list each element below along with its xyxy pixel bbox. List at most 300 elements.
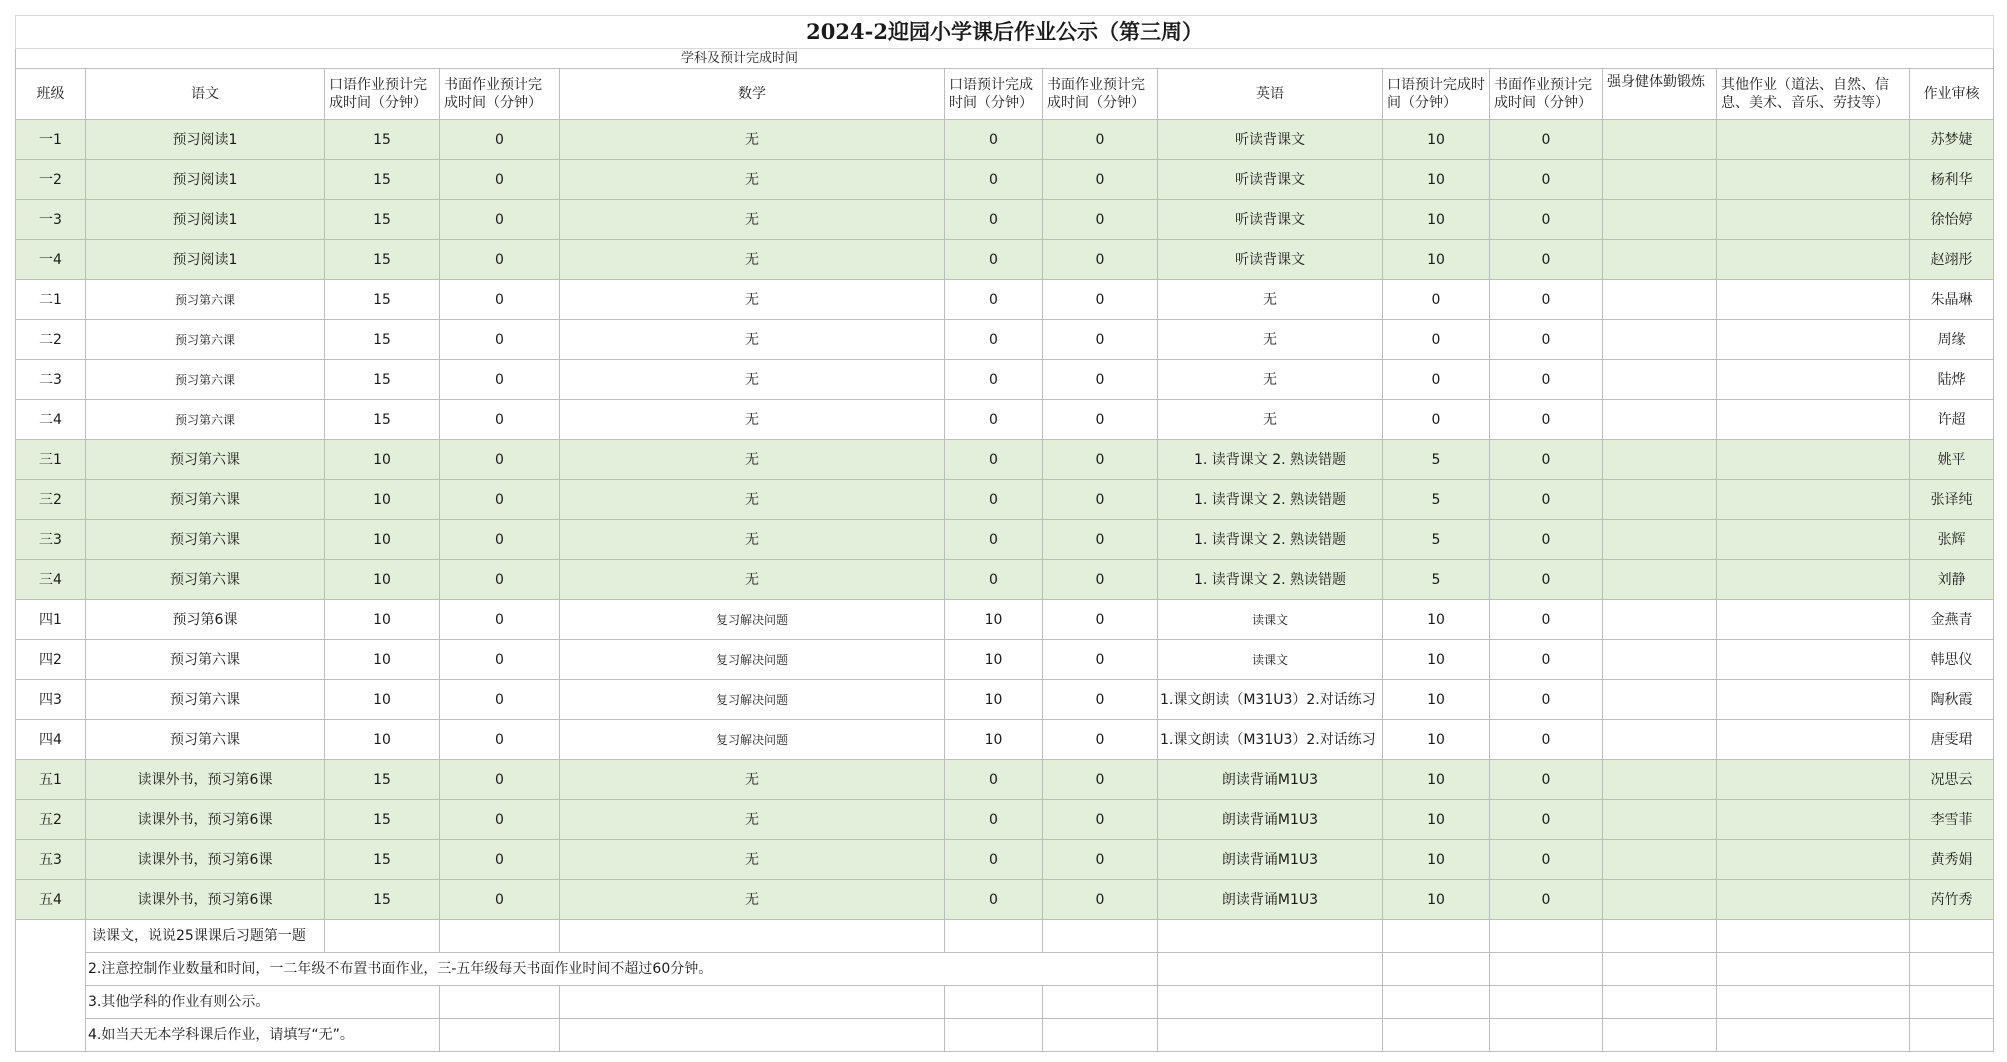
cell-math: 无 <box>560 200 945 240</box>
header-english-oral-time: 口语预计完成时间（分钟） <box>1383 69 1490 120</box>
cell-english: 1. 读背课文 2. 熟读错题 <box>1158 440 1383 480</box>
cell-exercise <box>1603 840 1717 880</box>
cell-exercise <box>1603 800 1717 840</box>
table-row <box>16 200 1994 240</box>
note-empty-cell <box>1043 986 1158 1019</box>
cell-math-oral: 0 <box>945 120 1043 160</box>
header-math-oral-time: 口语预计完成时间（分钟） <box>945 69 1043 120</box>
cell-chinese-oral: 15 <box>325 200 440 240</box>
cell-english-written: 0 <box>1490 200 1603 240</box>
cell-other <box>1717 200 1910 240</box>
cell-class: 一1 <box>16 120 86 160</box>
note-empty-cell <box>1910 1019 1994 1052</box>
cell-english-oral: 0 <box>1383 280 1490 320</box>
cell-reviewer: 唐雯珺 <box>1910 720 1994 760</box>
cell-chinese-oral: 15 <box>325 160 440 200</box>
note-empty-cell <box>1383 953 1490 986</box>
cell-chinese-oral: 10 <box>325 640 440 680</box>
note-blank <box>16 986 86 1019</box>
cell-math-oral: 0 <box>945 560 1043 600</box>
cell-reviewer: 朱晶琳 <box>1910 280 1994 320</box>
cell-other <box>1717 840 1910 880</box>
header-chinese: 语文 <box>86 69 325 120</box>
note-text: 4.如当天无本学科课后作业，请填写“无”。 <box>86 1019 440 1052</box>
cell-chinese-written: 0 <box>440 640 560 680</box>
cell-class: 二3 <box>16 360 86 400</box>
cell-exercise <box>1603 760 1717 800</box>
table-row <box>16 800 1994 840</box>
cell-exercise <box>1603 720 1717 760</box>
table-row <box>16 680 1994 720</box>
table-row <box>16 640 1994 680</box>
cell-chinese-oral: 10 <box>325 520 440 560</box>
cell-english-oral: 10 <box>1383 640 1490 680</box>
cell-english: 听读背课文 <box>1158 200 1383 240</box>
cell-chinese-oral: 10 <box>325 720 440 760</box>
cell-math-written: 0 <box>1043 600 1158 640</box>
cell-math-oral: 0 <box>945 760 1043 800</box>
cell-math-oral: 0 <box>945 240 1043 280</box>
cell-chinese-oral: 10 <box>325 440 440 480</box>
cell-english-written: 0 <box>1490 320 1603 360</box>
cell-english-oral: 10 <box>1383 880 1490 920</box>
cell-math-written: 0 <box>1043 840 1158 880</box>
note-empty-cell <box>1717 1019 1910 1052</box>
cell-english-written: 0 <box>1490 840 1603 880</box>
cell-reviewer: 李雪菲 <box>1910 800 1994 840</box>
cell-reviewer: 刘静 <box>1910 560 1994 600</box>
cell-english-written: 0 <box>1490 480 1603 520</box>
cell-english-oral: 10 <box>1383 680 1490 720</box>
cell-math: 复习解决问题 <box>560 680 945 720</box>
cell-exercise <box>1603 600 1717 640</box>
cell-math-oral: 0 <box>945 880 1043 920</box>
cell-chinese-written: 0 <box>440 160 560 200</box>
cell-chinese-oral: 15 <box>325 320 440 360</box>
note-empty-cell <box>1717 953 1910 986</box>
note-empty-cell <box>1603 953 1717 986</box>
cell-chinese-oral: 10 <box>325 480 440 520</box>
cell-english: 无 <box>1158 400 1383 440</box>
cell-english-oral: 10 <box>1383 200 1490 240</box>
cell-chinese-written: 0 <box>440 360 560 400</box>
cell-other <box>1717 360 1910 400</box>
cell-chinese-oral: 10 <box>325 600 440 640</box>
cell-math-written: 0 <box>1043 800 1158 840</box>
table-row <box>16 880 1994 920</box>
cell-english: 1.课文朗读（M31U3）2.对话练习 <box>1158 720 1383 760</box>
cell-class: 五3 <box>16 840 86 880</box>
cell-class: 三2 <box>16 480 86 520</box>
cell-other <box>1717 520 1910 560</box>
cell-class: 四1 <box>16 600 86 640</box>
cell-english-oral: 10 <box>1383 600 1490 640</box>
cell-math-written: 0 <box>1043 720 1158 760</box>
cell-math: 无 <box>560 120 945 160</box>
cell-chinese-oral: 10 <box>325 680 440 720</box>
note-empty-cell <box>1490 953 1603 986</box>
cell-reviewer: 芮竹秀 <box>1910 880 1994 920</box>
cell-exercise <box>1603 240 1717 280</box>
cell-exercise <box>1603 160 1717 200</box>
note-empty-cell <box>1158 920 1383 953</box>
note-empty-cell <box>1490 1019 1603 1052</box>
cell-chinese-written: 0 <box>440 280 560 320</box>
note-empty-cell <box>1383 986 1490 1019</box>
table-row <box>16 160 1994 200</box>
cell-chinese-written: 0 <box>440 840 560 880</box>
cell-chinese: 预习第六课 <box>86 320 325 360</box>
cell-reviewer: 陆烨 <box>1910 360 1994 400</box>
cell-class: 一3 <box>16 200 86 240</box>
cell-other <box>1717 880 1910 920</box>
cell-chinese-oral: 15 <box>325 120 440 160</box>
cell-math: 无 <box>560 280 945 320</box>
cell-english-oral: 0 <box>1383 400 1490 440</box>
cell-other <box>1717 240 1910 280</box>
header-reviewer: 作业审核 <box>1910 69 1994 120</box>
note-empty-cell <box>325 920 440 953</box>
cell-english-oral: 10 <box>1383 160 1490 200</box>
cell-class: 四4 <box>16 720 86 760</box>
note-empty-cell <box>1383 920 1490 953</box>
cell-english-oral: 10 <box>1383 120 1490 160</box>
note-row <box>16 920 1994 953</box>
cell-english-oral: 10 <box>1383 840 1490 880</box>
cell-chinese-written: 0 <box>440 880 560 920</box>
cell-math-written: 0 <box>1043 680 1158 720</box>
cell-other <box>1717 560 1910 600</box>
cell-english: 读课文 <box>1158 600 1383 640</box>
cell-math-oral: 0 <box>945 440 1043 480</box>
cell-class: 五1 <box>16 760 86 800</box>
note-row <box>16 953 1994 986</box>
cell-chinese-written: 0 <box>440 800 560 840</box>
cell-math-written: 0 <box>1043 320 1158 360</box>
cell-exercise <box>1603 680 1717 720</box>
cell-english-written: 0 <box>1490 160 1603 200</box>
cell-english-written: 0 <box>1490 520 1603 560</box>
cell-english-written: 0 <box>1490 760 1603 800</box>
cell-math: 复习解决问题 <box>560 640 945 680</box>
cell-english: 无 <box>1158 360 1383 400</box>
cell-english-written: 0 <box>1490 800 1603 840</box>
table-row <box>16 840 1994 880</box>
cell-exercise <box>1603 640 1717 680</box>
cell-chinese-written: 0 <box>440 480 560 520</box>
cell-other <box>1717 800 1910 840</box>
cell-exercise <box>1603 120 1717 160</box>
cell-english: 无 <box>1158 280 1383 320</box>
note-blank <box>16 953 86 986</box>
cell-chinese: 读课外书，预习第6课 <box>86 840 325 880</box>
cell-chinese: 预习第六课 <box>86 720 325 760</box>
cell-math-written: 0 <box>1043 560 1158 600</box>
table-row <box>16 280 1994 320</box>
cell-english-written: 0 <box>1490 600 1603 640</box>
table-row <box>16 560 1994 600</box>
cell-other <box>1717 760 1910 800</box>
cell-english: 朗读背诵M1U3 <box>1158 880 1383 920</box>
cell-english: 读课文 <box>1158 640 1383 680</box>
cell-math: 无 <box>560 240 945 280</box>
cell-chinese: 读课外书，预习第6课 <box>86 880 325 920</box>
cell-math: 复习解决问题 <box>560 600 945 640</box>
header-english: 英语 <box>1158 69 1383 120</box>
cell-math: 无 <box>560 440 945 480</box>
cell-chinese-written: 0 <box>440 560 560 600</box>
cell-reviewer: 周缘 <box>1910 320 1994 360</box>
note-empty-cell <box>1910 986 1994 1019</box>
cell-chinese-oral: 10 <box>325 560 440 600</box>
note-text: 读课文，说说25课课后习题第一题 <box>86 920 325 953</box>
header-class: 班级 <box>16 69 86 120</box>
cell-reviewer: 杨利华 <box>1910 160 1994 200</box>
note-text: 3.其他学科的作业有则公示。 <box>86 986 440 1019</box>
note-empty-cell <box>1043 1019 1158 1052</box>
table-row <box>16 440 1994 480</box>
header-chinese-oral-time: 口语作业预计完成时间（分钟） <box>325 69 440 120</box>
cell-math-oral: 10 <box>945 600 1043 640</box>
cell-chinese-oral: 15 <box>325 240 440 280</box>
note-empty-cell <box>1043 920 1158 953</box>
cell-math: 无 <box>560 400 945 440</box>
cell-other <box>1717 600 1910 640</box>
homework-sheet <box>15 15 1993 1052</box>
cell-english-oral: 10 <box>1383 240 1490 280</box>
cell-math-written: 0 <box>1043 480 1158 520</box>
cell-reviewer: 张辉 <box>1910 520 1994 560</box>
cell-other <box>1717 480 1910 520</box>
cell-math-oral: 0 <box>945 360 1043 400</box>
header-math-written-time: 书面作业预计完成时间（分钟） <box>1043 69 1158 120</box>
note-empty-cell <box>440 920 560 953</box>
cell-chinese-written: 0 <box>440 720 560 760</box>
cell-english: 1.课文朗读（M31U3）2.对话练习 <box>1158 680 1383 720</box>
cell-math-oral: 0 <box>945 800 1043 840</box>
cell-class: 二1 <box>16 280 86 320</box>
table-row <box>16 120 1994 160</box>
cell-exercise <box>1603 360 1717 400</box>
cell-chinese: 预习阅读1 <box>86 200 325 240</box>
cell-math-oral: 0 <box>945 160 1043 200</box>
cell-class: 四2 <box>16 640 86 680</box>
cell-english: 听读背课文 <box>1158 120 1383 160</box>
cell-math-written: 0 <box>1043 160 1158 200</box>
note-blank <box>16 1019 86 1052</box>
cell-other <box>1717 120 1910 160</box>
cell-class: 三3 <box>16 520 86 560</box>
cell-math-written: 0 <box>1043 640 1158 680</box>
cell-exercise <box>1603 200 1717 240</box>
cell-math: 无 <box>560 560 945 600</box>
cell-class: 四3 <box>16 680 86 720</box>
header-chinese-written-time: 书面作业预计完成时间（分钟） <box>440 69 560 120</box>
cell-english: 听读背课文 <box>1158 240 1383 280</box>
cell-exercise <box>1603 440 1717 480</box>
cell-english-oral: 10 <box>1383 720 1490 760</box>
cell-chinese-written: 0 <box>440 520 560 560</box>
cell-math-written: 0 <box>1043 240 1158 280</box>
cell-exercise <box>1603 320 1717 360</box>
cell-chinese: 读课外书，预习第6课 <box>86 800 325 840</box>
cell-other <box>1717 680 1910 720</box>
cell-class: 五4 <box>16 880 86 920</box>
cell-chinese-written: 0 <box>440 320 560 360</box>
cell-other <box>1717 720 1910 760</box>
cell-reviewer: 苏梦婕 <box>1910 120 1994 160</box>
cell-chinese-written: 0 <box>440 240 560 280</box>
note-empty-cell <box>560 986 945 1019</box>
header-row <box>16 69 1994 120</box>
cell-reviewer: 黄秀娟 <box>1910 840 1994 880</box>
cell-chinese: 预习第六课 <box>86 560 325 600</box>
cell-english-oral: 5 <box>1383 520 1490 560</box>
cell-other <box>1717 160 1910 200</box>
cell-chinese-oral: 15 <box>325 760 440 800</box>
cell-other <box>1717 400 1910 440</box>
table-row <box>16 360 1994 400</box>
subtitle: 学科及预计完成时间 <box>16 49 1994 69</box>
cell-exercise <box>1603 400 1717 440</box>
cell-math-written: 0 <box>1043 760 1158 800</box>
cell-math-oral: 0 <box>945 400 1043 440</box>
cell-english-oral: 5 <box>1383 440 1490 480</box>
cell-math: 无 <box>560 760 945 800</box>
cell-math: 无 <box>560 160 945 200</box>
cell-chinese: 预习第六课 <box>86 440 325 480</box>
cell-english: 1. 读背课文 2. 熟读错题 <box>1158 560 1383 600</box>
cell-reviewer: 金燕青 <box>1910 600 1994 640</box>
cell-english-written: 0 <box>1490 400 1603 440</box>
cell-class: 二2 <box>16 320 86 360</box>
cell-reviewer: 徐怡婷 <box>1910 200 1994 240</box>
cell-chinese: 预习第六课 <box>86 360 325 400</box>
cell-math-oral: 10 <box>945 720 1043 760</box>
cell-math: 无 <box>560 480 945 520</box>
table-row <box>16 760 1994 800</box>
note-empty-cell <box>945 986 1043 1019</box>
cell-other <box>1717 440 1910 480</box>
cell-math-oral: 10 <box>945 640 1043 680</box>
cell-english-written: 0 <box>1490 880 1603 920</box>
cell-chinese-written: 0 <box>440 200 560 240</box>
cell-english: 听读背课文 <box>1158 160 1383 200</box>
cell-reviewer: 况思云 <box>1910 760 1994 800</box>
header-english-written-time: 书面作业预计完成时间（分钟） <box>1490 69 1603 120</box>
note-empty-cell <box>1603 920 1717 953</box>
cell-math-oral: 0 <box>945 520 1043 560</box>
cell-math-written: 0 <box>1043 400 1158 440</box>
cell-math: 无 <box>560 800 945 840</box>
cell-exercise <box>1603 520 1717 560</box>
cell-chinese: 预习阅读1 <box>86 120 325 160</box>
cell-english: 1. 读背课文 2. 熟读错题 <box>1158 520 1383 560</box>
cell-chinese: 预习第六课 <box>86 280 325 320</box>
note-empty-cell <box>1158 1019 1383 1052</box>
cell-math-written: 0 <box>1043 200 1158 240</box>
cell-math: 复习解决问题 <box>560 720 945 760</box>
cell-reviewer: 许超 <box>1910 400 1994 440</box>
cell-math-written: 0 <box>1043 520 1158 560</box>
note-text: 2.注意控制作业数量和时间，一二年级不布置书面作业，三-五年级每天书面作业时间不超过60分钟。 <box>86 953 1158 986</box>
cell-math: 无 <box>560 840 945 880</box>
table-row <box>16 600 1994 640</box>
cell-math: 无 <box>560 880 945 920</box>
cell-english-written: 0 <box>1490 680 1603 720</box>
cell-chinese: 预习阅读1 <box>86 240 325 280</box>
cell-english: 朗读背诵M1U3 <box>1158 760 1383 800</box>
cell-exercise <box>1603 560 1717 600</box>
cell-chinese-oral: 15 <box>325 400 440 440</box>
cell-chinese: 预习第六课 <box>86 640 325 680</box>
table-row <box>16 320 1994 360</box>
cell-english: 朗读背诵M1U3 <box>1158 800 1383 840</box>
cell-chinese-written: 0 <box>440 440 560 480</box>
note-empty-cell <box>1910 920 1994 953</box>
cell-exercise <box>1603 280 1717 320</box>
cell-chinese-written: 0 <box>440 760 560 800</box>
note-empty-cell <box>1717 986 1910 1019</box>
cell-chinese: 预习第6课 <box>86 600 325 640</box>
note-empty-cell <box>1490 920 1603 953</box>
note-empty-cell <box>945 1019 1043 1052</box>
cell-reviewer: 张译纯 <box>1910 480 1994 520</box>
cell-english-oral: 5 <box>1383 480 1490 520</box>
cell-math-written: 0 <box>1043 280 1158 320</box>
cell-english-written: 0 <box>1490 720 1603 760</box>
cell-math: 无 <box>560 520 945 560</box>
cell-class: 三4 <box>16 560 86 600</box>
cell-chinese-oral: 15 <box>325 880 440 920</box>
table-row <box>16 480 1994 520</box>
cell-reviewer: 韩思仪 <box>1910 640 1994 680</box>
note-empty-cell <box>1603 1019 1717 1052</box>
cell-chinese: 预习第六课 <box>86 400 325 440</box>
cell-class: 五2 <box>16 800 86 840</box>
cell-chinese-written: 0 <box>440 120 560 160</box>
table-row <box>16 240 1994 280</box>
cell-english: 无 <box>1158 320 1383 360</box>
cell-chinese-written: 0 <box>440 400 560 440</box>
note-empty-cell <box>945 920 1043 953</box>
cell-class: 一2 <box>16 160 86 200</box>
cell-english-written: 0 <box>1490 120 1603 160</box>
header-exercise: 强身健体勤锻炼 <box>1603 69 1717 120</box>
cell-english-written: 0 <box>1490 280 1603 320</box>
cell-english-oral: 0 <box>1383 360 1490 400</box>
cell-chinese: 预习第六课 <box>86 480 325 520</box>
cell-english-oral: 5 <box>1383 560 1490 600</box>
table-row <box>16 520 1994 560</box>
cell-chinese: 预习第六课 <box>86 680 325 720</box>
cell-english-written: 0 <box>1490 240 1603 280</box>
note-blank <box>16 920 86 953</box>
homework-table <box>15 15 1994 1052</box>
cell-chinese-oral: 15 <box>325 360 440 400</box>
note-empty-cell <box>560 1019 945 1052</box>
cell-english: 朗读背诵M1U3 <box>1158 840 1383 880</box>
cell-math-oral: 0 <box>945 840 1043 880</box>
cell-english-oral: 10 <box>1383 800 1490 840</box>
note-row <box>16 986 1994 1019</box>
cell-math-oral: 0 <box>945 200 1043 240</box>
cell-chinese-oral: 15 <box>325 800 440 840</box>
note-row <box>16 1019 1994 1052</box>
page-title: 2024-2迎园小学课后作业公示（第三周） <box>16 16 1994 49</box>
note-empty-cell <box>1158 953 1383 986</box>
cell-exercise <box>1603 480 1717 520</box>
